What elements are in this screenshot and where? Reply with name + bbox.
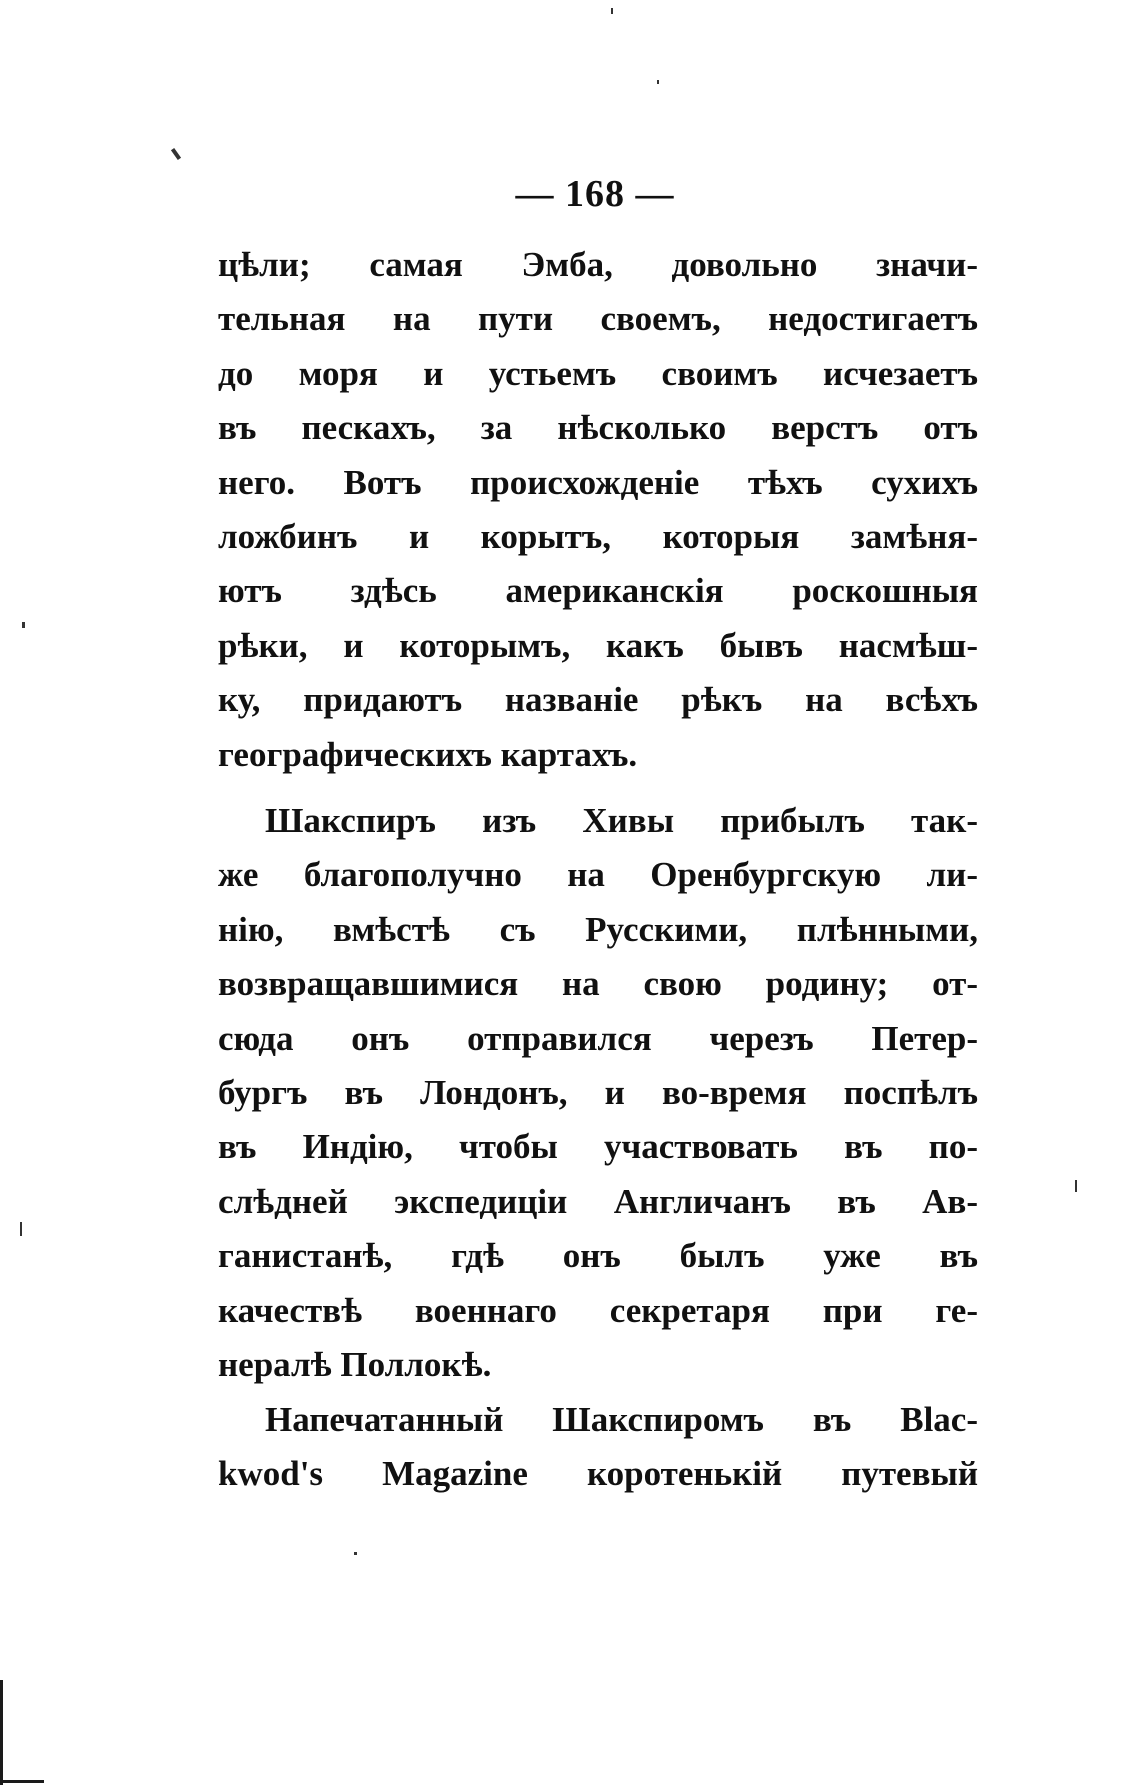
text-line: рѣки, и которымъ, какъ бывъ насмѣш- <box>218 625 978 665</box>
text-line: въ Индію, чтобы участвовать въ по- <box>218 1127 978 1167</box>
text-line: ганистанѣ, гдѣ онъ былъ уже въ <box>218 1236 978 1276</box>
paragraph-3 <box>218 1393 978 1502</box>
scan-speck <box>657 80 659 84</box>
text-line: же благополучно на Оренбургскую ли- <box>218 855 978 895</box>
page-edge-line <box>0 1680 3 1785</box>
page-edge-line <box>0 1780 44 1783</box>
text-line: ютъ здѣсь американскія роскошныя <box>218 571 978 611</box>
scan-speck <box>611 8 613 14</box>
text-line: Напечатанный Шакспиромъ въ Blac- <box>265 1400 978 1439</box>
scan-speck <box>22 622 25 628</box>
text-line: Шакспиръ изъ Хивы прибылъ так- <box>265 801 978 840</box>
text-line: географическихъ картахъ. <box>218 734 638 774</box>
scan-speck <box>1075 1180 1077 1192</box>
paragraph-2 <box>218 794 978 1392</box>
text-line: нію, вмѣстѣ съ Русскими, плѣнными, <box>218 909 978 949</box>
text-line: сюда онъ отправился черезъ Петер- <box>218 1018 978 1058</box>
scan-speck <box>354 1552 357 1555</box>
text-line: цѣли; самая Эмба, довольно значи- <box>218 245 978 284</box>
text-line: тельная на пути своемъ, недостигаетъ <box>218 299 978 339</box>
text-line: качествѣ военнаго секретаря при ге- <box>218 1290 978 1330</box>
text-line: бургъ въ Лондонъ, и во-время поспѣлъ <box>218 1072 978 1112</box>
text-line: ку, придаютъ названіе рѣкъ на всѣхъ <box>218 680 978 720</box>
text-line: въ пескахъ, за нѣсколько верстъ отъ <box>218 408 978 448</box>
paragraph-1 <box>218 238 978 782</box>
text-line: нералѣ Поллокѣ. <box>218 1344 492 1384</box>
scan-speck <box>171 148 181 160</box>
text-line: него. Вотъ происхожденіе тѣхъ сухихъ <box>218 462 978 502</box>
text-line: до моря и устьемъ своимъ исчезаетъ <box>218 353 978 393</box>
text-line: слѣдней экспедиціи Англичанъ въ Ав- <box>218 1181 978 1221</box>
scan-speck <box>20 1222 22 1236</box>
text-line: возвращавшимися на свою родину; от- <box>218 964 978 1004</box>
text-line: ложбинъ и корытъ, которыя замѣня- <box>218 516 978 556</box>
page-number: — 168 — <box>515 173 675 215</box>
text-line: kwod's Magazine коротенькій путевый <box>218 1454 978 1494</box>
